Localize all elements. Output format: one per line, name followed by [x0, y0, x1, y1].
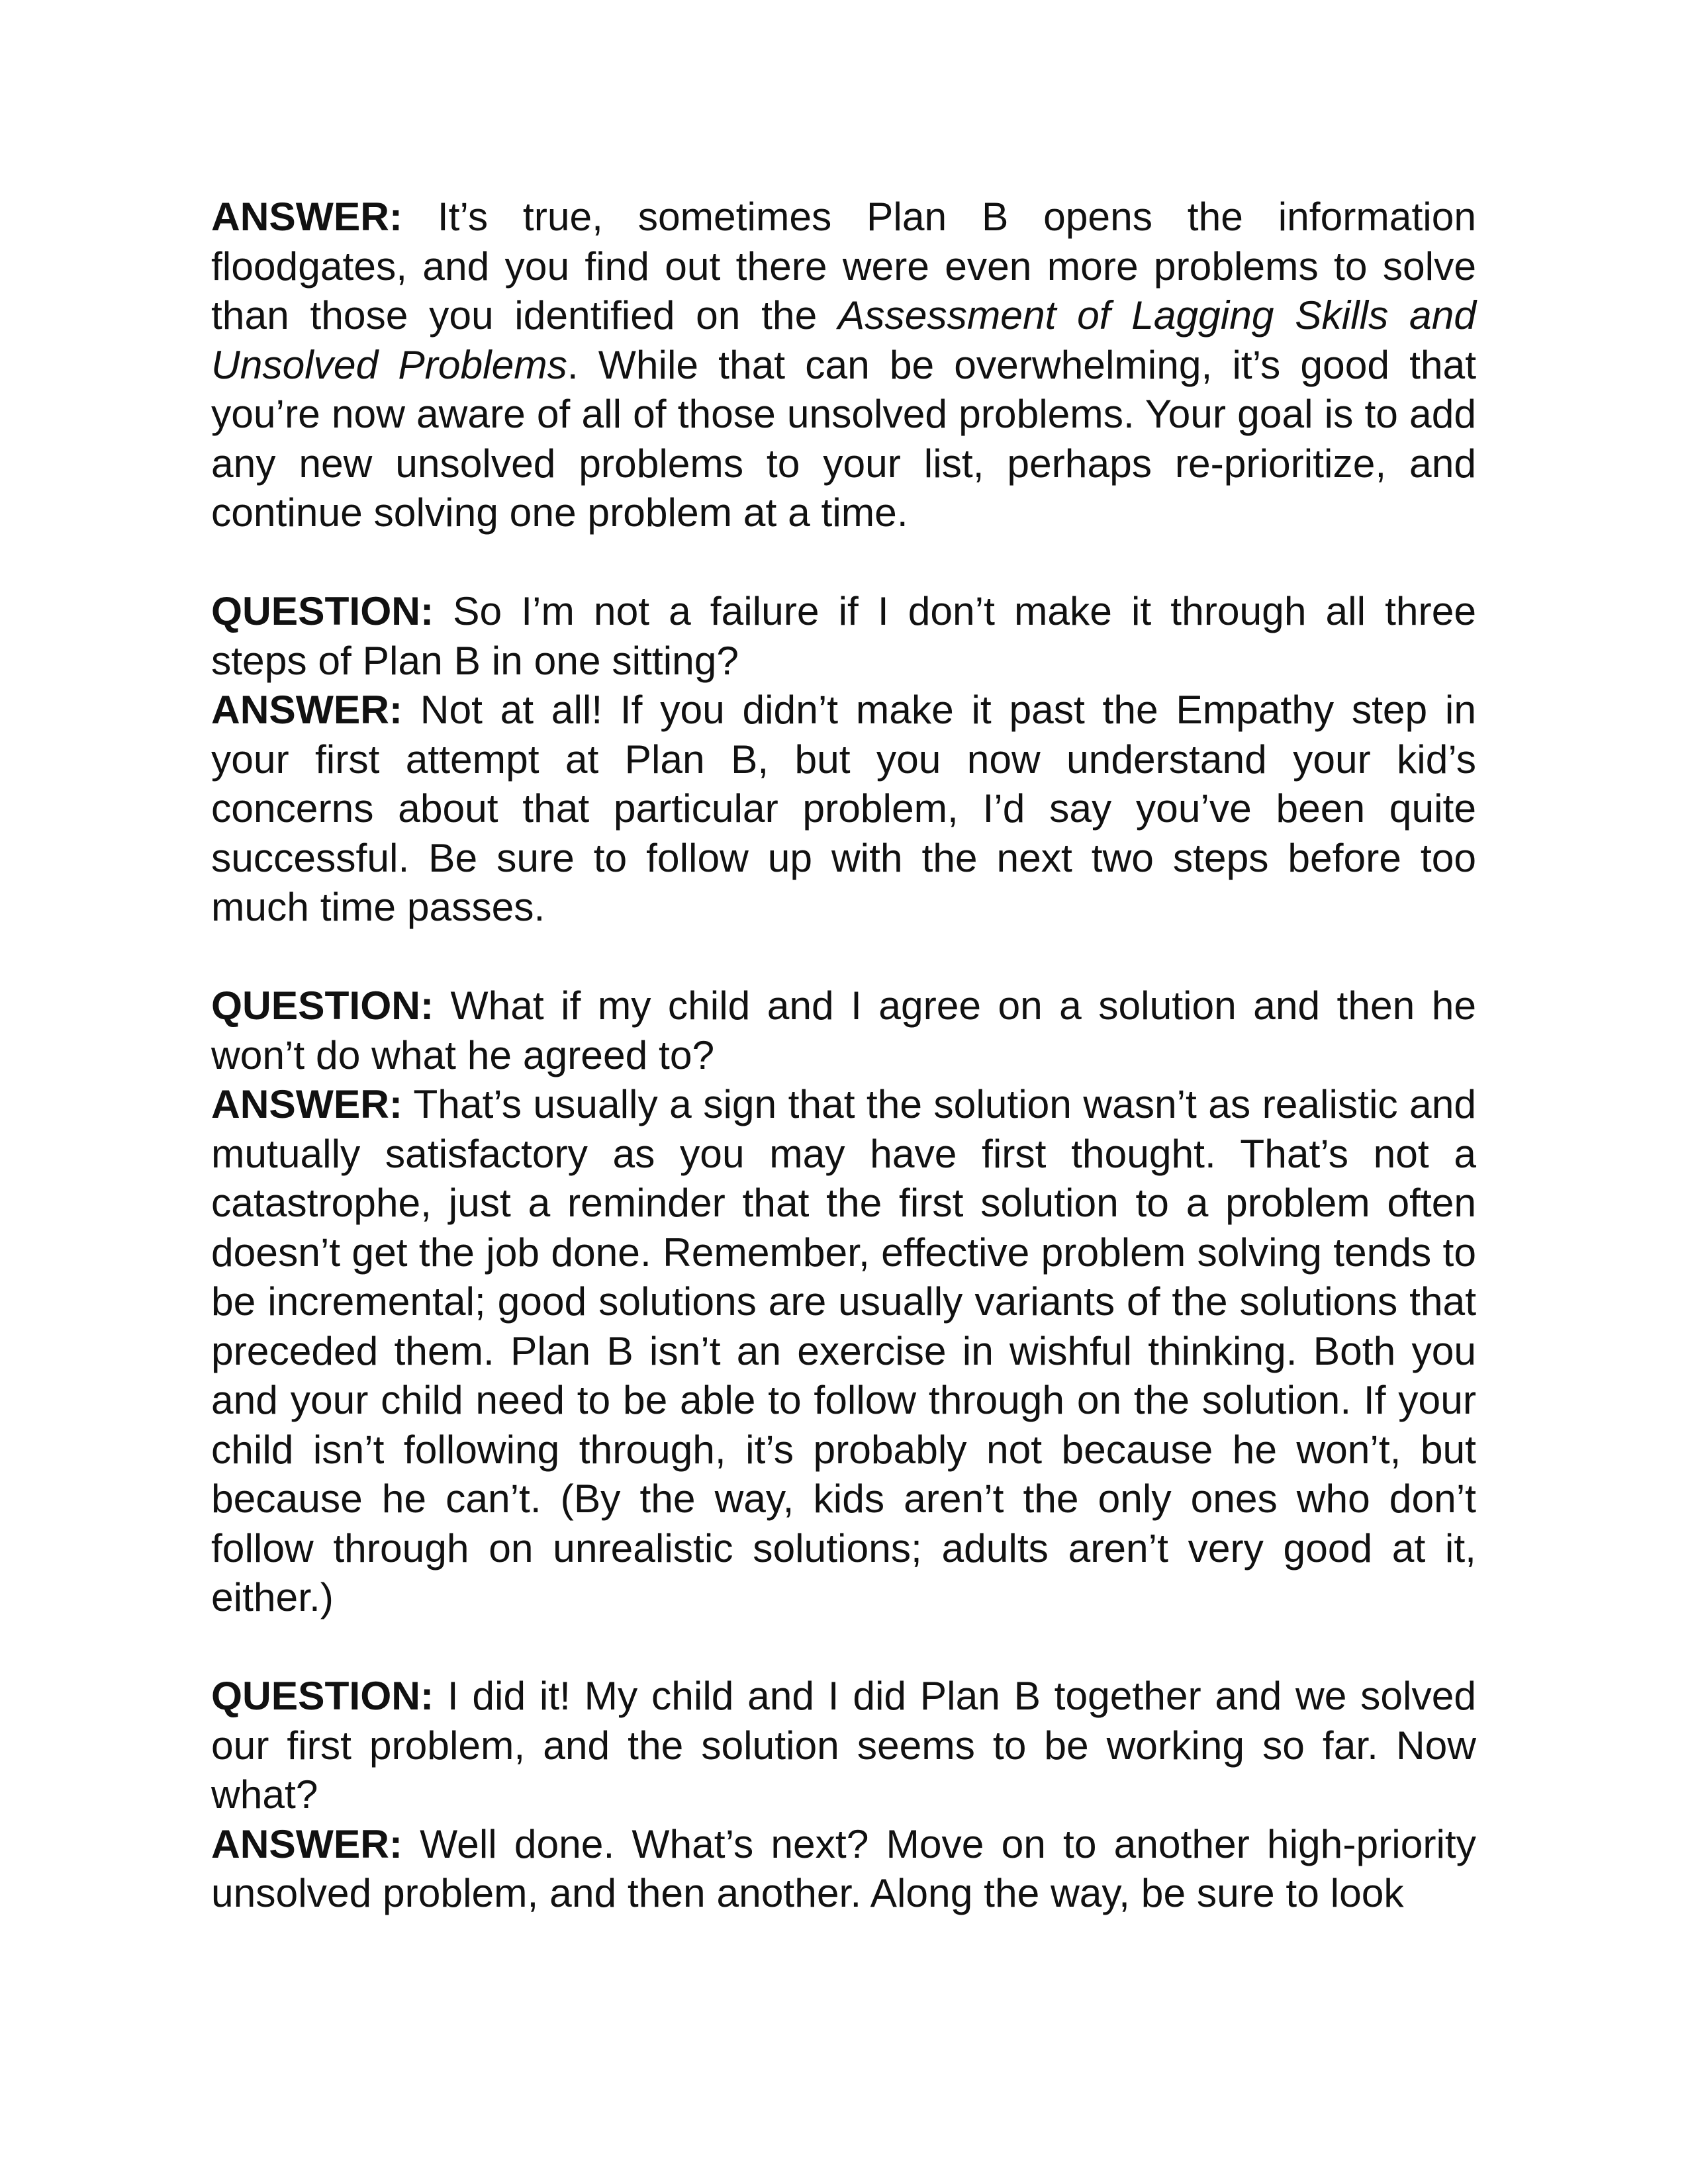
question-text: I did it! My child and I did Plan B together and we solved our first problem, and the solution seems to be working so far. Now what?	[211, 1673, 1476, 1817]
answer-paragraph	[211, 685, 1476, 932]
qa-block-1	[211, 192, 1476, 537]
answer-paragraph	[211, 192, 1476, 537]
answer-label: ANSWER:	[211, 687, 403, 732]
question-text: What if my child and I agree on a solution and then he won’t do what he agreed to?	[211, 983, 1476, 1077]
document-page	[211, 192, 1476, 1967]
question-label: QUESTION:	[211, 588, 434, 633]
question-text: So I’m not a failure if I don’t make it through all three steps of Plan B in one sitting?	[211, 588, 1476, 683]
question-paragraph	[211, 586, 1476, 685]
question-paragraph	[211, 1671, 1476, 1819]
question-label: QUESTION:	[211, 1673, 434, 1718]
answer-text: That’s usually a sign that the solution wasn’t as realistic and mutually satisfactory as you may have first thought. That’s not a catastrophe, just a reminder that the first solution to a problem often doesn’t get the job done. Remember, effective problem solving tends to be incremental; good solutions are usually variants of the solutions that preceded them. Plan B isn’t an exercise in wishful thinking. Both you and your child need to be able to follow through on the solution. If your child isn’t following through, it’s probably not because he won’t, but because he can’t. (By the way, kids aren’t the only ones who don’t follow through on unrealistic solutions; adults aren’t very good at it, either.)	[211, 1081, 1476, 1619]
answer-label: ANSWER:	[211, 194, 403, 239]
answer-label: ANSWER:	[211, 1081, 403, 1126]
answer-paragraph	[211, 1819, 1476, 1918]
question-paragraph	[211, 981, 1476, 1079]
answer-text: . While that can be overwhelming, it’s good that you’re now aware of all of those unsolved problems. Your goal is to add any new unsolved problems to your list, perhaps re-prioritize, and continue solving one problem at a time.	[211, 341, 1477, 535]
qa-block-3	[211, 981, 1476, 1622]
answer-text: It’s true, sometimes Plan B opens the information floodgates, and you find out there were even more problems to solve than those you identified on the	[211, 194, 1476, 338]
answer-italic-title: Assessment of Lagging Skills and Unsolved Problems	[211, 293, 1476, 387]
qa-block-4	[211, 1671, 1476, 1918]
qa-block-2	[211, 586, 1476, 932]
question-label: QUESTION:	[211, 983, 434, 1028]
answer-paragraph	[211, 1079, 1476, 1622]
answer-label: ANSWER:	[211, 1821, 403, 1866]
answer-text: Not at all! If you didn’t make it past the Empathy step in your first attempt at Plan B, but you now understand your kid’s concerns about that particular problem, I’d say you’ve been quite successful. Be sure to follow up with the next two steps before too much time passes.	[211, 687, 1476, 929]
answer-text: Well done. What’s next? Move on to another high-priority unsolved problem, and then another. Along the way, be sure to look	[211, 1821, 1476, 1915]
